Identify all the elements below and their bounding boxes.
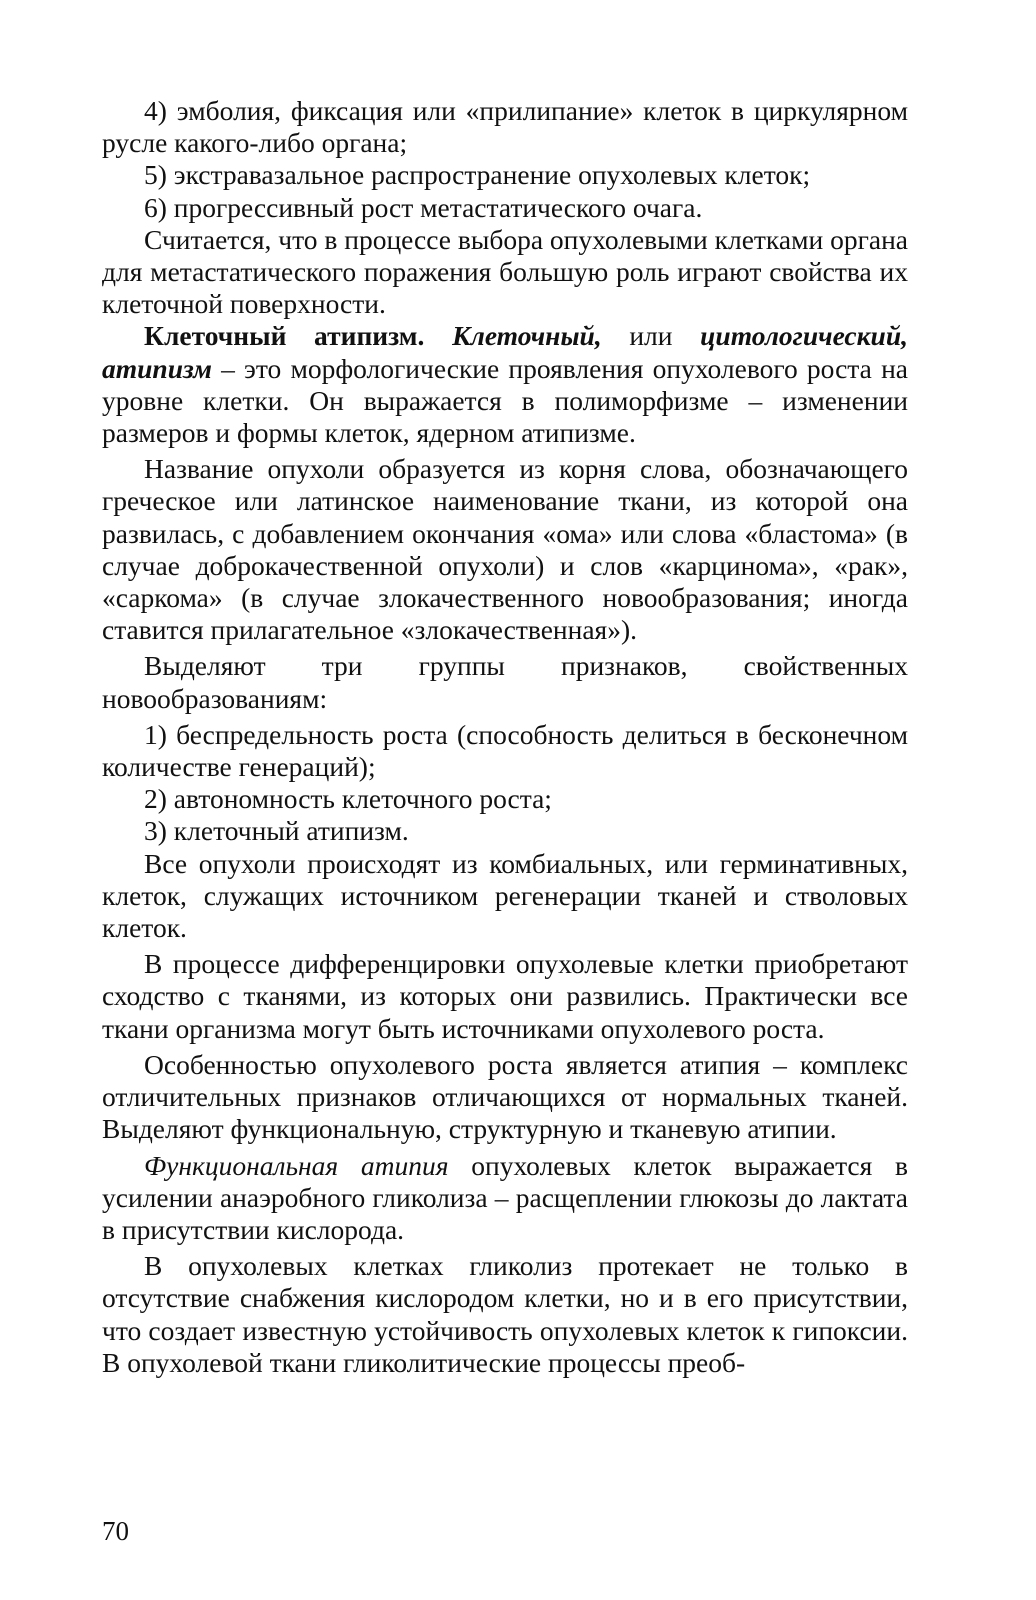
page-number: 70 — [102, 1516, 129, 1546]
definition-text: – это морфологические проявления опухолевого роста на уровне клетки. Он выражается в полиморфизме – изменении размеров и формы клеток, ядерном атипизме. — [102, 352, 908, 449]
paragraph-tumor-naming: Название опухоли образуется из корня слова, обозначающего греческое или латинское наименование ткани, из которой она развилась, с добавлением окончания «ома» или слова «бластома» (в случае доброкачественной опухоли) и слов «карцинома», «рак», «саркома» (в случае злокачественного новообразования; иногда ставится прилагательное «злокачественная»). — [102, 453, 908, 646]
term-cytological: цитологический, атипизм — [102, 320, 909, 384]
list-item-2: 2) автономность клеточного роста; — [144, 783, 552, 815]
term-cellular: Клеточный, — [452, 320, 602, 352]
term-functional-atypia: Функциональная атипия — [144, 1149, 449, 1181]
paragraph-functional-atypia — [102, 1150, 908, 1247]
paragraph-glycolysis: В опухолевых клетках гликолиз протекает не только в отсутствие снабжения кислородом клетки, но и в его присутствии, что создает известную устойчивость опухолевых клеток к гипоксии. В опухолевой ткани гликолитические процессы преоб- — [102, 1250, 908, 1378]
paragraph-differentiation: В процессе дифференцировки опухолевые клетки приобретают сходство с тканями, из которых они развились. Практически все ткани организма могут быть источниками опухолевого роста. — [102, 948, 908, 1044]
section-heading: Клеточный атипизм. — [144, 320, 425, 352]
list-item-4: 4) эмболия, фиксация или «прилипание» клеток в циркулярном русле какого-либо органа; — [102, 95, 908, 159]
functional-atypia-text: опухолевых клеток выражается в усилении анаэробного гликолиза – расщеплении глюкозы до лактата в присутствии кислорода. — [102, 1149, 908, 1245]
list-item-1: 1) беспредельность роста (способность делиться в бесконечном количестве генераций); — [102, 718, 908, 783]
list-item-3: 3) клеточный атипизм. — [144, 815, 409, 847]
paragraph-cell-surface: Считается, что в процессе выбора опухолевыми клетками органа для метастатического поражения большую роль играют свойства их клеточной поверхности. — [102, 223, 908, 320]
paragraph-three-groups: Выделяют три группы признаков, свойственных новообразованиям: — [102, 650, 908, 714]
connector-text: или — [601, 320, 701, 352]
paragraph-tumor-origin: Все опухоли происходят из комбиальных, или герминативных, клеток, служащих источником регенерации тканей и стволовых клеток. — [102, 847, 908, 944]
list-item-6: 6) прогрессивный рост метастатического очага. — [144, 191, 703, 223]
paragraph-atypia: Особенностью опухолевого роста является атипия – комплекс отличительных признаков отличающихся от нормальных тканей. Выделяют функциональную, структурную и тканевую атипии. — [102, 1048, 908, 1145]
page-text — [102, 95, 908, 1379]
list-item-5: 5) экстравазальное распространение опухолевых клеток; — [144, 159, 811, 191]
paragraph-cellular-atypism — [102, 320, 908, 449]
